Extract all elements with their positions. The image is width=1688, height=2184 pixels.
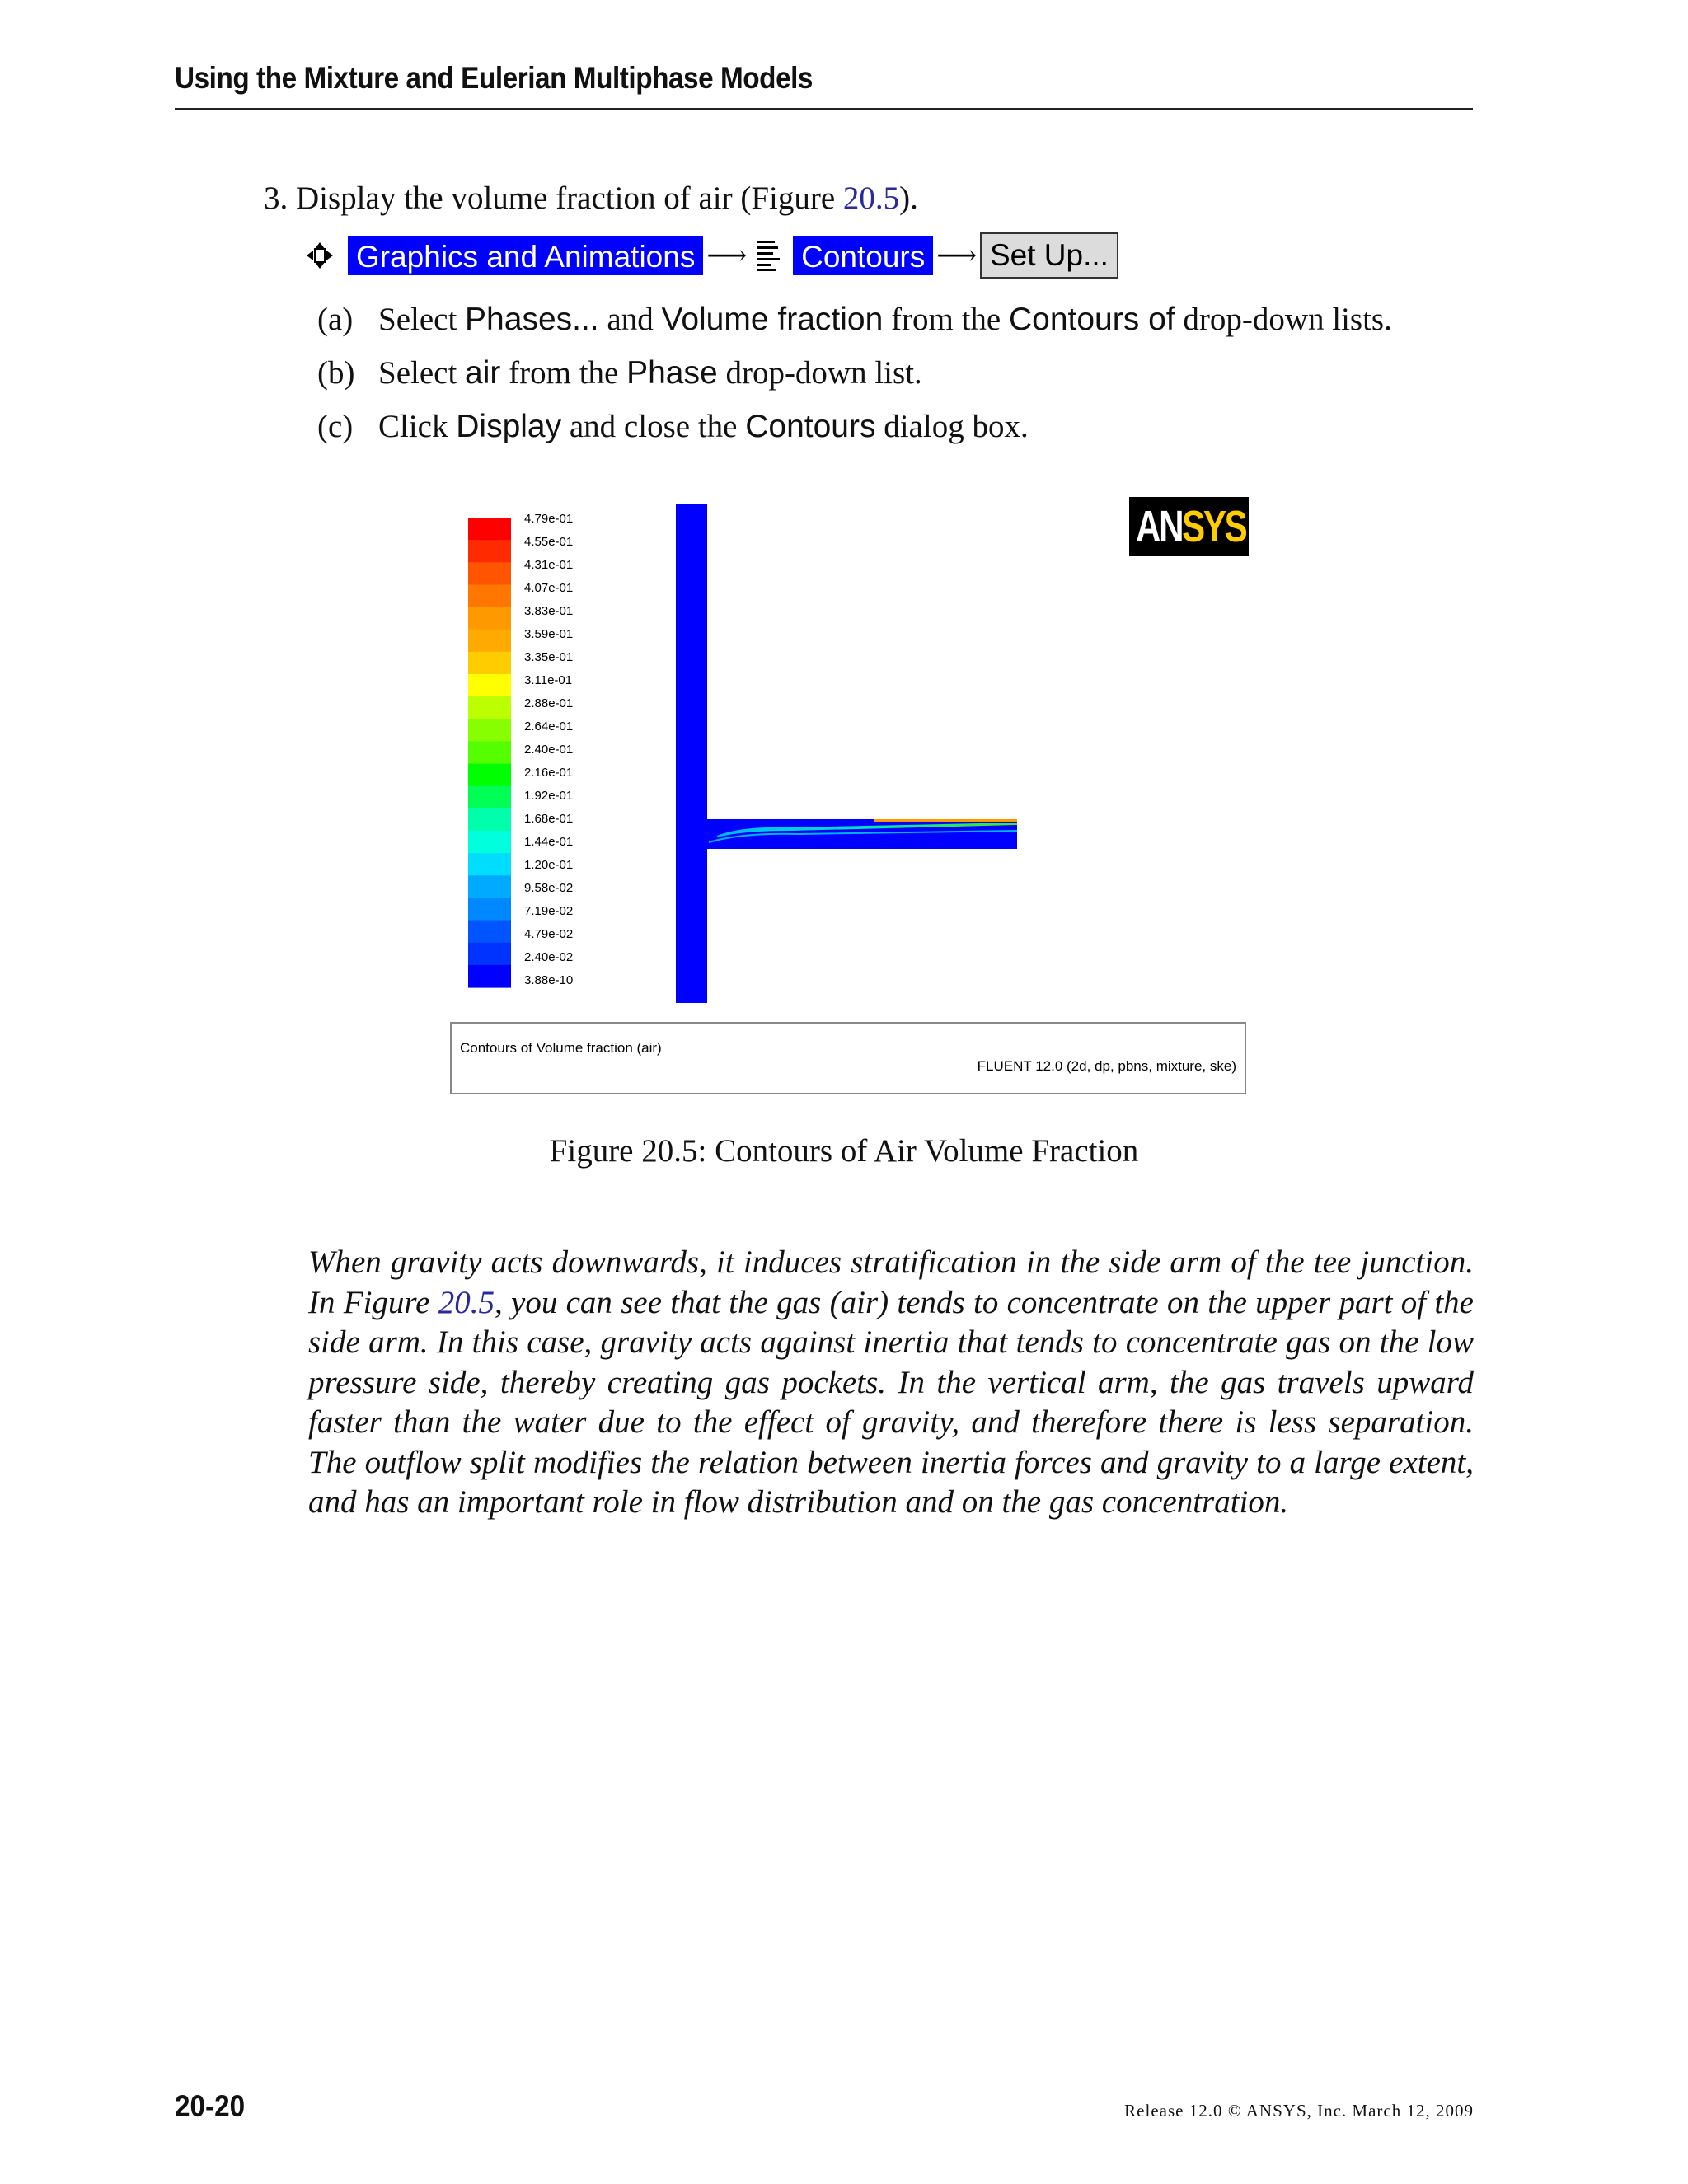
legend-swatch [468,853,511,876]
legend-label: 3.83e-01 [524,604,574,618]
legend-swatch [468,898,511,921]
legend-swatch [468,540,511,563]
legend-label: 2.64e-01 [524,719,574,733]
logo-an: AN [1136,502,1183,551]
substep-c [317,408,1029,445]
menu-path [305,233,1118,278]
page-header-title: Using the Mixture and Eulerian Multiphase Models [175,61,814,95]
substep-text: Select [378,355,466,391]
substep-text: Select [378,302,466,337]
legend-label: 2.40e-02 [524,950,574,964]
ui-term-volume-fraction: Volume fraction [661,302,884,337]
set-up-button[interactable]: Set Up... [980,232,1118,279]
step-number: 3. [264,180,288,216]
contour-figure [445,490,1245,1095]
legend-swatch [468,630,511,653]
ui-term-air: air [465,355,501,391]
substep-text: drop-down list. [717,355,922,391]
legend-swatch [468,562,511,585]
legend-label: 2.88e-01 [524,696,574,710]
legend-swatch [468,696,511,719]
color-legend [468,512,573,988]
path-arrow: ⟶ [706,241,748,271]
figure-caption: Figure 20.5: Contours of Air Volume Fraction [549,1133,1139,1169]
vertical-pipe [676,504,707,1003]
legend-label: 2.40e-01 [524,743,574,757]
legend-swatch [468,965,511,988]
legend-swatch [468,943,511,966]
step-text: Display the volume fraction of air (Figure [296,180,843,216]
header-rule [175,108,1473,110]
step-text-end: ). [899,180,918,216]
contours-list-icon [755,239,781,272]
legend-label: 1.68e-01 [524,812,574,826]
step-3 [264,180,918,217]
substep-a [317,301,1392,338]
release-notice: Release 12.0 © ANSYS, Inc. March 12, 2009 [1124,2101,1474,2121]
ui-term-phases: Phases... [465,302,599,337]
ui-term-contours-of: Contours of [1008,302,1175,337]
paragraph-text-2: , you can see that the gas (air) tends to concentrate on the upper part of the side arm. In this case, gravity acts against inertia that tends to concentrate gas on the low pressure side, thereby creating gas pockets. In the vertical arm, the gas travels upward faster than the water due to the effect of gravity, and therefore there is less separation. The outflow split modifies the relation between inertia forces and gravity to a large extent, and has an important role in flow distribution and on the gas concentration. [308,1284,1474,1520]
legend-label: 3.88e-10 [524,973,574,987]
fluent-version-label: FLUENT 12.0 (2d, dp, pbns, mixture, ske) [977,1058,1236,1074]
legend-swatch [468,875,511,898]
ansys-logo [1129,497,1249,556]
body-paragraph [308,1243,1474,1523]
legend-label: 4.55e-01 [524,535,574,549]
figure-info-box [450,1022,1246,1094]
path-arrow-2: ⟶ [936,241,977,271]
legend-label: 3.11e-01 [524,673,573,687]
ui-term-contours: Contours [745,409,876,444]
contours-caption-left: Contours of Volume fraction (air) [460,1040,662,1056]
substep-text: and [598,302,662,337]
upper-air-layer [874,819,1017,822]
legend-swatch [468,741,511,764]
substep-label: (b) [317,355,355,391]
ui-term-phase: Phase [626,355,718,391]
substep-text: drop-down lists. [1175,302,1392,337]
legend-label: 2.16e-01 [524,766,574,780]
legend-swatch [468,518,511,541]
legend-swatch [468,607,511,630]
legend-label: 1.20e-01 [524,858,574,872]
figure-ref-link[interactable]: 20.5 [842,180,900,216]
page-number: 20-20 [175,2089,246,2123]
legend-swatch [468,764,511,787]
legend-label: 4.07e-01 [524,581,574,595]
legend-label: 7.19e-02 [524,904,574,918]
substep-text: from the [883,302,1009,337]
legend-swatch [468,831,511,854]
legend-label: 4.79e-02 [524,927,574,941]
substep-label: (a) [317,302,354,337]
substep-text: from the [500,355,627,391]
figure-ref-link-2[interactable]: 20.5 [438,1284,495,1320]
legend-label: 9.58e-02 [524,881,574,895]
legend-label: 3.35e-01 [524,650,574,664]
ui-term-display: Display [456,409,562,444]
legend-label: 1.92e-01 [524,789,574,803]
legend-swatch [468,808,511,832]
legend-label: 3.59e-01 [524,627,574,641]
logo-sys: SYS [1182,502,1246,551]
control-arrows-icon [305,241,335,270]
substep-b [317,354,922,391]
legend-label: 1.44e-01 [524,835,574,849]
legend-swatch [468,786,511,809]
contours-menu-item[interactable]: Contours [793,236,933,275]
graphics-and-animations-menu[interactable]: Graphics and Animations [348,236,703,275]
legend-swatch [468,584,511,607]
substep-text: Click [378,409,457,444]
paragraph-text: When gravity acts downwards, it induces stratification in the side arm of the tee junction. In Figure [308,1244,1474,1320]
legend-swatch [468,674,511,697]
legend-swatch [468,652,511,675]
substep-text: dialog box. [875,409,1029,444]
legend-swatch [468,719,511,742]
legend-label: 4.79e-01 [524,512,574,526]
legend-swatch [468,921,511,944]
substep-label: (c) [317,409,354,444]
legend-label: 4.31e-01 [524,558,574,572]
substep-text: and close the [561,409,746,444]
